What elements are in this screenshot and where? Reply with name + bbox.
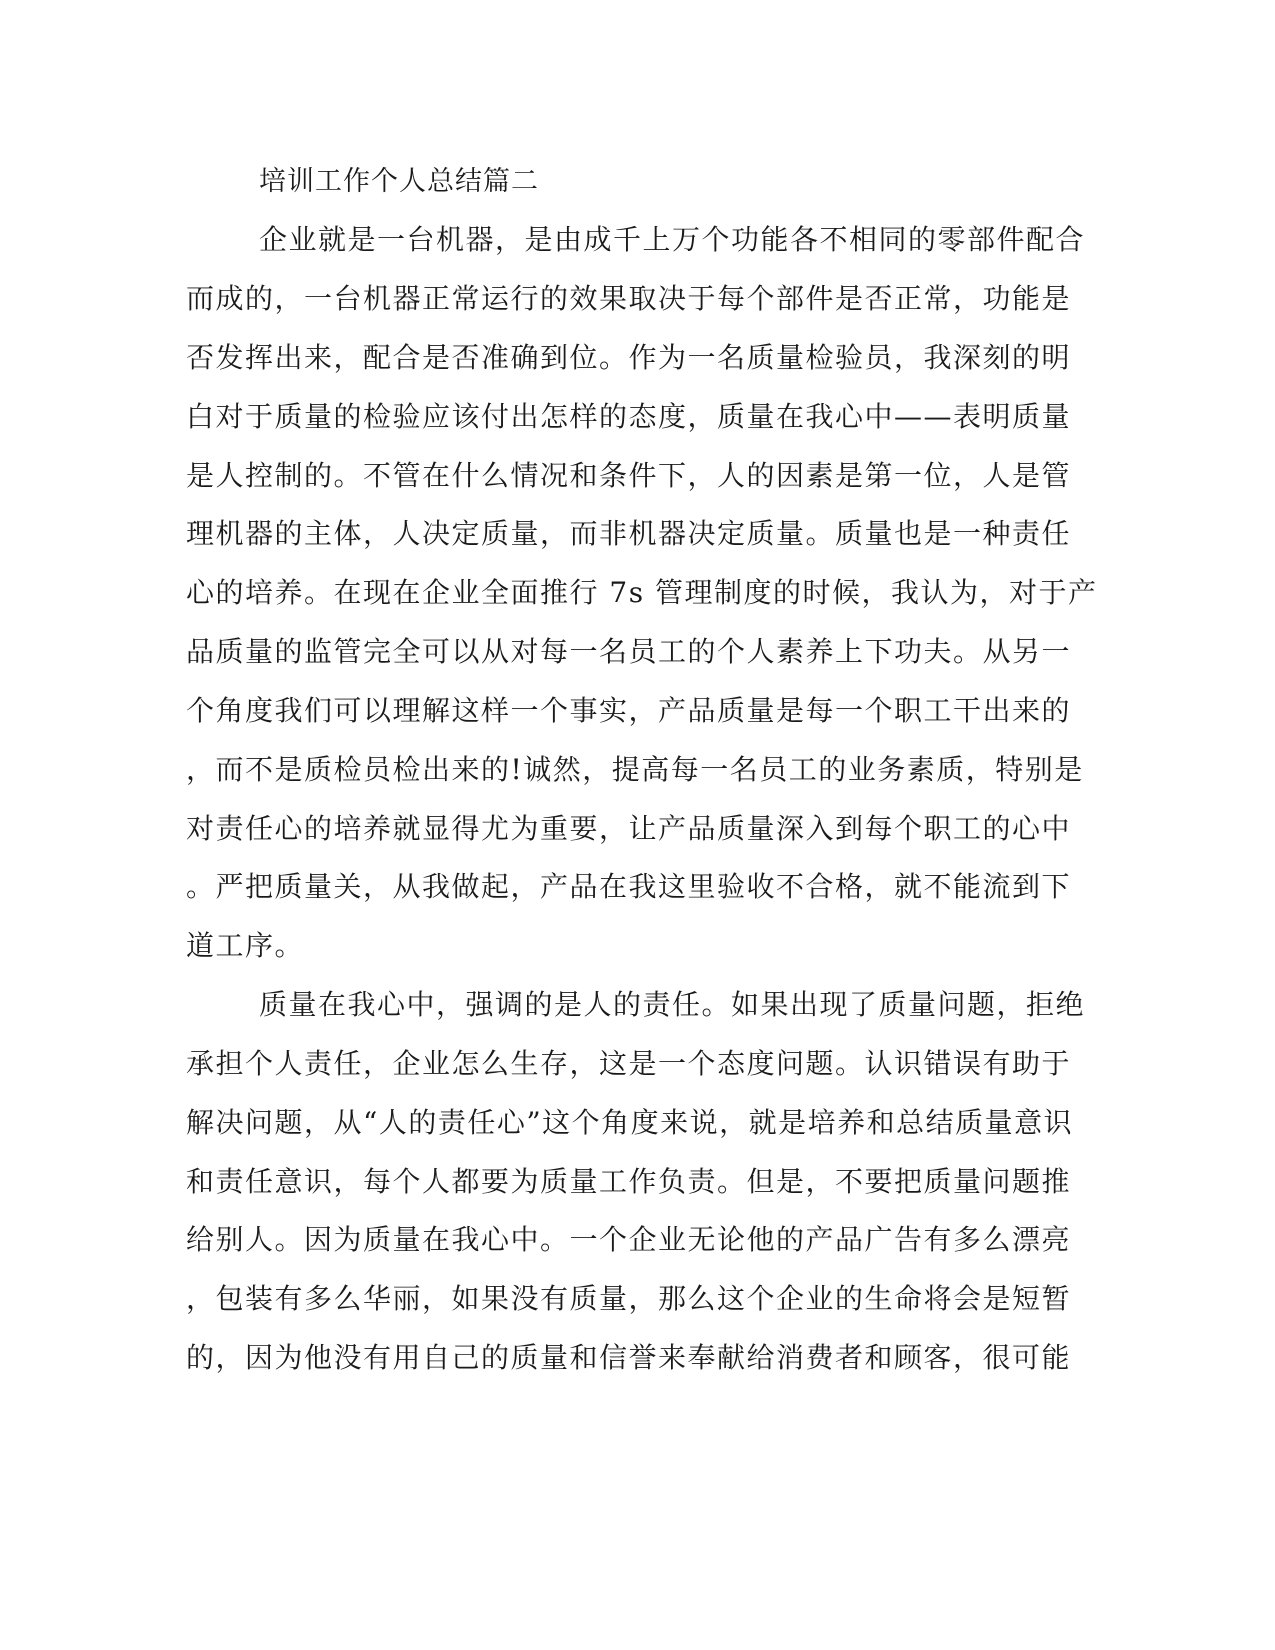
paragraph-line: 是人控制的。不管在什么情况和条件下，人的因素是第一位，人是管 — [186, 459, 1072, 492]
paragraph-line: 。严把质量关，从我做起，产品在我这里验收不合格，就不能流到下 — [186, 870, 1072, 903]
paragraph-line: 品质量的监管完全可以从对每一名员工的个人素养上下功夫。从另一 — [186, 635, 1072, 668]
paragraph-line: 白对于质量的检验应该付出怎样的态度，质量在我心中——表明质量 — [186, 400, 1072, 433]
paragraph-line: ，而不是质检员检出来的!诚然，提高每一名员工的业务素质，特别是 — [186, 753, 1084, 786]
paragraph-line: 否发挥出来，配合是否准确到位。作为一名质量检验员，我深刻的明 — [186, 341, 1072, 374]
paragraph-line: 的，因为他没有用自己的质量和信誉来奉献给消费者和顾客，很可能 — [186, 1341, 1072, 1374]
paragraph-line: 个角度我们可以理解这样一个事实，产品质量是每一个职工干出来的 — [186, 694, 1072, 727]
paragraph-line: 企业就是一台机器，是由成千上万个功能各不相同的零部件配合 — [259, 223, 1086, 256]
paragraph-line: 和责任意识，每个人都要为质量工作负责。但是，不要把质量问题推 — [186, 1165, 1072, 1198]
paragraph-line: 承担个人责任，企业怎么生存，这是一个态度问题。认识错误有助于 — [186, 1047, 1072, 1080]
paragraph-line: 给别人。因为质量在我心中。一个企业无论他的产品广告有多么漂亮 — [186, 1223, 1072, 1256]
paragraph-line: 道工序。 — [186, 929, 305, 962]
paragraph-line: 心的培养。在现在企业全面推行 7s 管理制度的时候，我认为，对于产 — [186, 576, 1098, 609]
document-title: 培训工作个人总结篇二 — [259, 166, 539, 197]
paragraph-line: 理机器的主体，人决定质量，而非机器决定质量。质量也是一种责任 — [186, 517, 1072, 550]
paragraph-line: 解决问题，从“人的责任心”这个角度来说，就是培养和总结质量意识 — [186, 1106, 1074, 1139]
paragraph-line: 对责任心的培养就显得尤为重要，让产品质量深入到每个职工的心中 — [186, 812, 1072, 845]
paragraph-line: 而成的，一台机器正常运行的效果取决于每个部件是否正常，功能是 — [186, 282, 1072, 315]
paragraph-line: 质量在我心中，强调的是人的责任。如果出现了质量问题，拒绝 — [259, 988, 1086, 1021]
paragraph-line: ，包装有多么华丽，如果没有质量，那么这个企业的生命将会是短暂 — [186, 1282, 1072, 1315]
